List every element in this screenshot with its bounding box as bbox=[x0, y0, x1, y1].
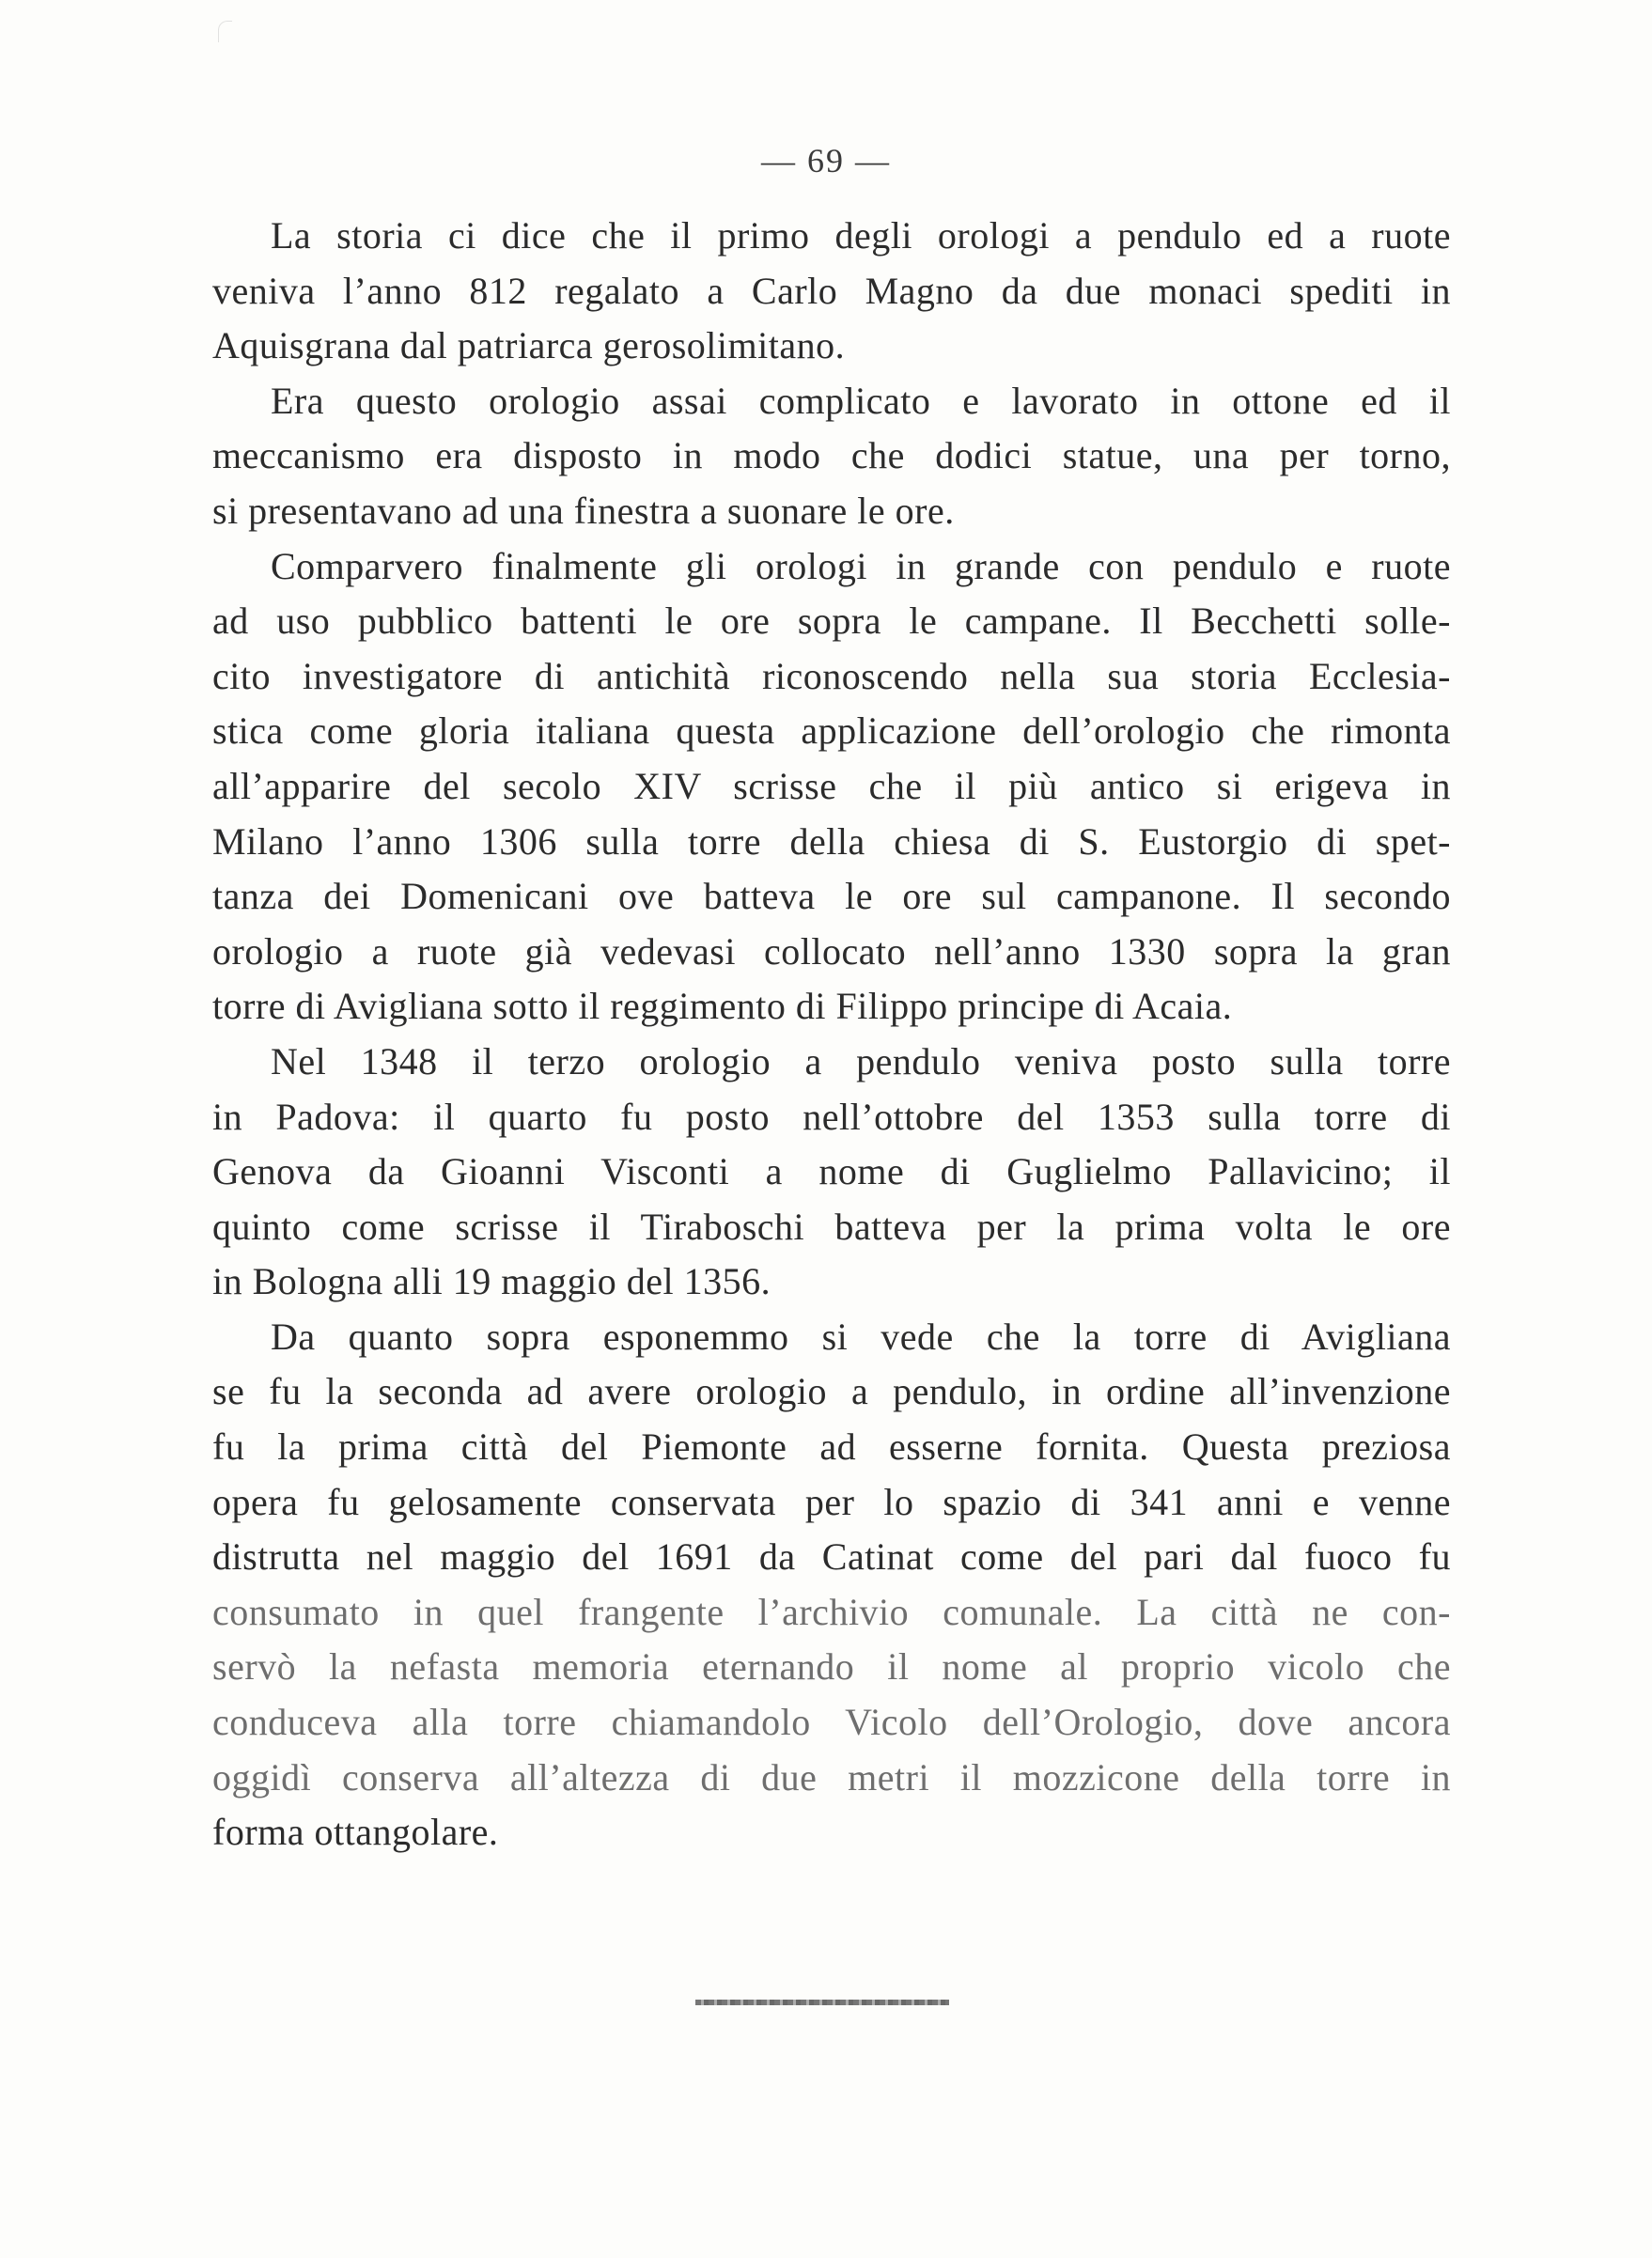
body-text bbox=[212, 209, 1451, 1861]
text-line: La storia ci dice che il primo degli orologi a pendulo ed a ruote bbox=[271, 214, 1451, 257]
text-line: conduceva alla torre chiamandolo Vicolo dell’Orologio, dove ancora bbox=[212, 1701, 1451, 1744]
paragraph bbox=[212, 539, 1451, 1035]
text-line: in Padova: il quarto fu posto nell’ottobre del 1353 sulla torre di bbox=[212, 1095, 1451, 1138]
paragraph bbox=[212, 374, 1451, 539]
paragraph bbox=[212, 1035, 1451, 1310]
text-line: Comparvero finalmente gli orologi in grande con pendulo e ruote bbox=[271, 544, 1451, 587]
text-line: Nel 1348 il terzo orologio a pendulo veniva posto sulla torre bbox=[271, 1039, 1451, 1082]
text-line: torre di Avigliana sotto il reggimento di Filippo principe di Acaia. bbox=[212, 985, 1233, 1028]
text-line: cito investigatore di antichità riconoscendo nella sua storia Ecclesia- bbox=[212, 654, 1451, 697]
text-line: distrutta nel maggio del 1691 da Catinat come del pari dal fuoco fu bbox=[212, 1535, 1451, 1579]
page-number: — 69 — bbox=[761, 142, 891, 179]
text-line: veniva l’anno 812 regalato a Carlo Magno da due monaci spediti in bbox=[212, 269, 1451, 312]
paragraph bbox=[212, 1310, 1451, 1861]
text-line: fu la prima città del Piemonte ad esserne fornita. Questa preziosa bbox=[212, 1425, 1451, 1469]
text-line: servò la nefasta memoria eternando il nome al proprio vicolo che bbox=[212, 1645, 1451, 1689]
paragraph bbox=[212, 209, 1451, 374]
text-line: Da quanto sopra esponemmo si vede che la torre di Avigliana bbox=[271, 1315, 1451, 1358]
text-line: quinto come scrisse il Tiraboschi batteva per la prima volta le ore bbox=[212, 1205, 1451, 1248]
text-line: se fu la seconda ad avere orologio a pendulo, in ordine all’invenzione bbox=[212, 1370, 1451, 1413]
text-line: si presentavano ad una finestra a suonare le ore. bbox=[212, 489, 955, 532]
text-line: Aquisgrana dal patriarca gerosolimitano. bbox=[212, 324, 846, 367]
paper-mark bbox=[218, 21, 232, 42]
closing-rule bbox=[695, 2000, 949, 2005]
text-line: stica come gloria italiana questa applicazione dell’orologio che rimonta bbox=[212, 709, 1451, 753]
text-line: orologio a ruote già vedevasi collocato nell’anno 1330 sopra la gran bbox=[212, 929, 1451, 973]
text-line: consumato in quel frangente l’archivio comunale. La città ne con- bbox=[212, 1590, 1451, 1633]
text-line: forma ottangolare. bbox=[212, 1811, 499, 1854]
text-line: opera fu gelosamente conservata per lo spazio di 341 anni e venne bbox=[212, 1480, 1451, 1523]
text-line: all’apparire del secolo XIV scrisse che il più antico si erigeva in bbox=[212, 764, 1451, 807]
text-line: Milano l’anno 1306 sulla torre della chiesa di S. Eustorgio di spet- bbox=[212, 819, 1451, 863]
text-line: meccanismo era disposto in modo che dodici statue, una per torno, bbox=[212, 434, 1451, 477]
text-line: tanza dei Domenicani ove batteva le ore sul campanone. Il secondo bbox=[212, 875, 1451, 918]
text-line: Genova da Gioanni Visconti a nome di Guglielmo Pallavicino; il bbox=[212, 1150, 1451, 1193]
text-line: ad uso pubblico battenti le ore sopra le campane. Il Becchetti solle- bbox=[212, 600, 1451, 643]
text-line: Era questo orologio assai complicato e lavorato in ottone ed il bbox=[271, 379, 1451, 422]
text-line: in Bologna alli 19 maggio del 1356. bbox=[212, 1260, 771, 1303]
text-line: oggidì conserva all’altezza di due metri il mozzicone della torre in bbox=[212, 1755, 1451, 1799]
